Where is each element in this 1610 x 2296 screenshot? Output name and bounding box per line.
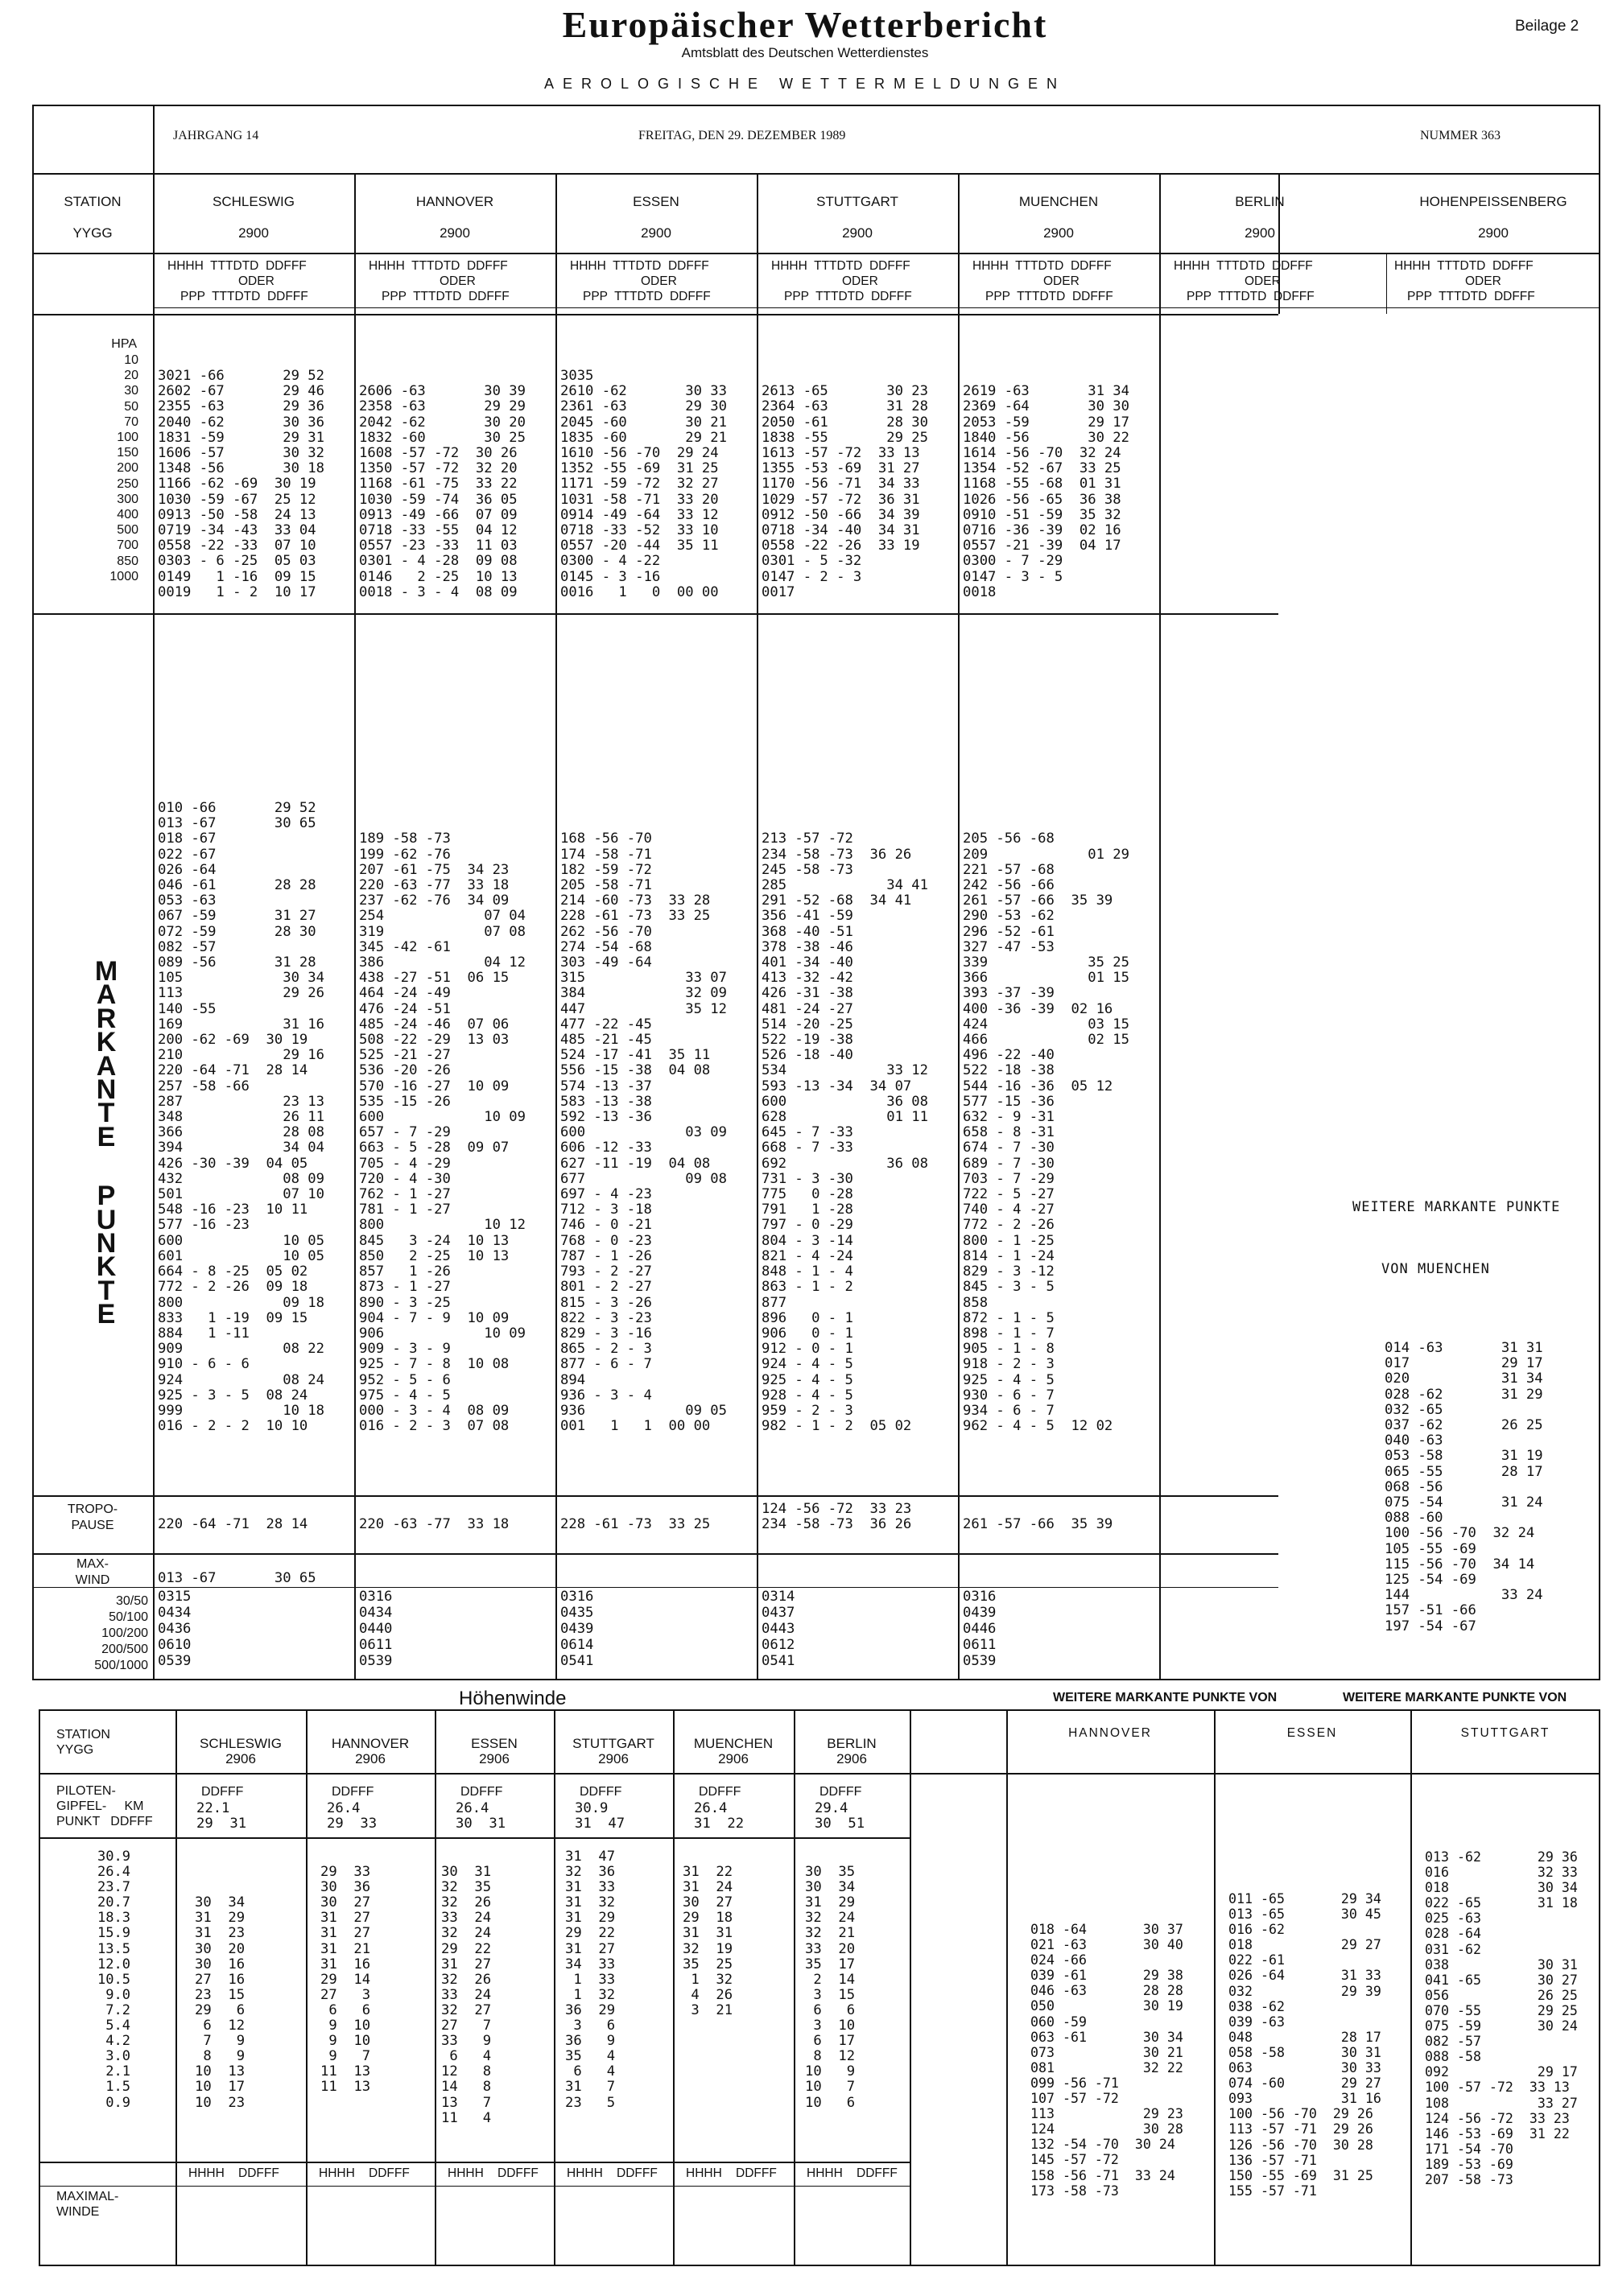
maxwind-column: 0316 0435 0439 0614 0541: [560, 1589, 594, 1669]
vrule-5: [1159, 173, 1161, 1680]
hw-hhhh-ddfff: HHHH DDFFF: [807, 2166, 898, 2180]
maxwind-rows-label: 30/50 50/100 100/200 200/500 500/1000: [94, 1594, 148, 1672]
rule-stdlevels: [32, 613, 1278, 615]
lower-vrule-6: [910, 1709, 911, 2266]
vrule-2: [555, 173, 557, 1680]
station-yygg: 2900: [1478, 225, 1509, 241]
tropo-column: 261 -57 -66 35 39: [963, 1516, 1113, 1533]
vrule-label: [153, 105, 155, 1680]
lower-vrule-7: [1006, 1709, 1008, 2266]
lower-vrule-1: [306, 1709, 308, 2266]
col-head-mid: ODER: [842, 274, 878, 288]
weitere-muenchen-list: 014 -63 31 31 017 29 17 020 31 34 028 -62 31 29 032 -65 037 -62 26 25 040 -63 053 -58 31 19 065 -55 28 17 068 -56 075 -54 31 24 088 -60 100 -56 -70 32 24 105 -55 -69 115 -56 -70 34 14 125 -54 -69 144 33 24 157 -51 -66 197 -54 -67: [1385, 1340, 1543, 1634]
weitere-hannover-list: 018 -64 30 37 021 -63 30 40 024 -66 039 -61 29 38 046 -63 28 28 050 30 19 060 -59 063 -61 30 34 073 30 21 081 32 22 099 -56 -71 107 -57 -72 113 29 23 124 30 28 132 -54 -70 30 24 145 -57 -72 158 -56 -71 33 24 173 -58 -73: [1030, 1922, 1183, 2199]
std-level-column: 3035 2610 -62 30 33 2361 -63 29 30 2045 -60 30 21 1835 -60 29 21 1610 -56 -70 29 24 1352 -55 -69 31 25 1171 -59 -72 32 27 1031 -58 -71 33 20 0914 -49 -64 33 12 0718 -33 -52 33 10 0557 -20 -44 35 11 0300 - 4 -22 0145 - 3 -16 0016 1 0 00 00: [560, 368, 727, 600]
vrule-3: [757, 173, 758, 1680]
hw-gipfel-value: 22.1 29 31: [196, 1800, 247, 1832]
station-name: STUTTGART: [816, 194, 898, 209]
station-yygg: 2900: [238, 225, 269, 241]
piloten-label: PILOTEN- GIPFEL- KM PUNKT DDFFF: [56, 1784, 153, 1828]
hw-wind-column: 30 34 31 29 31 23 30 20 30 16 27 16 23 15 29 6 6 12 7 9 8 9 10 13 10 17 10 23: [195, 1894, 246, 2111]
col-head-top: HHHH TTTDTD DDFFF: [570, 259, 709, 273]
hw-ddfff-label: DDFFF: [332, 1785, 374, 1799]
markant-column: 010 -66 29 52 013 -67 30 65 018 -67 022 -67 026 -64 046 -61 28 28 053 -63 067 -59 31 27 072 -59 28 30 082 -57 089 -56 31 28 105 30 34 113 29 26 140 -55 169 31 16 200 -62 -69 30 19 210 29 16 220 -64 -71 28 14 257 -58 -66 287 23 13 348 26 11 366 28 08 394 34 04 426 -30 -39 04 05 432 08 09 501 07 10 548 -16 -23 10 11 577 -16 -23 600 10 05 601 10 05 664 - 8 -25 05 02 772 - 2 -26 09 18 800 09 18 833 1 -19 09 15 884 1 -11 909 08 22 910 - 6 - 6 924 08 24 925 - 3 - 5 08 24 999 10 18 016 - 2 - 2 10 10: [158, 800, 324, 1435]
station-yygg: 2900: [1043, 225, 1074, 241]
hw-station-yygg: 2906: [718, 1751, 749, 1766]
markant-column: 168 -56 -70 174 -58 -71 182 -59 -72 205 -58 -71 214 -60 -73 33 28 228 -61 -73 33 25 262 -56 -70 274 -54 -68 303 -49 -64 315 33 07 384 32 09 447 35 12 477 -22 -45 485 -21 -45 524 -17 -41 35 11 556 -15 -38 04 08 574 -13 -37 583 -13 -38 592 -13 -36 600 03 09 606 -12 -33 627 -11 -19 04 08 677 09 08 697 - 4 -23 712 - 3 -18 746 - 0 -21 768 - 0 -23 787 - 1 -26 793 - 2 -27 801 - 2 -27 815 - 3 -26 822 - 3 -23 829 - 3 -16 865 - 2 - 3 877 - 6 - 7 894 936 - 3 - 4 936 09 05 001 1 1 00 00: [560, 831, 727, 1435]
std-level-column: 2606 -63 30 39 2358 -63 29 29 2042 -62 30 20 1832 -60 30 25 1608 -57 -72 30 26 1350 -57 -72 32 20 1168 -61 -75 33 22 1030 -59 -74 36 05 0913 -49 -66 07 09 0718 -33 -55 04 12 0557 -23 -33 11 03 0301 - 4 -28 09 08 0146 2 -25 10 13 0018 - 3 - 4 08 09: [359, 383, 526, 600]
lower-vrule-8: [1214, 1709, 1216, 2266]
station-name: BERLIN: [1235, 194, 1285, 209]
col-head-top: HHHH TTTDTD DDFFF: [1174, 259, 1313, 273]
hw-station-name: MUENCHEN: [693, 1736, 774, 1751]
maxwind-column: 0314 0437 0443 0612 0541: [762, 1589, 795, 1669]
col-head-mid: ODER: [440, 274, 476, 288]
hw-station-yygg: 2906: [355, 1751, 386, 1766]
col-head-bot: PPP TTTDTD DDFFF: [784, 290, 912, 303]
hw-station-name: BERLIN: [827, 1736, 877, 1751]
weitere-essen-list: 011 -65 29 34 013 -65 30 45 016 -62 018 29 27 022 -61 026 -64 31 33 032 29 39 038 -62 039 -63 048 28 17 058 -58 30 31 063 30 33 074 -60 29 27 093 31 16 100 -56 -70 29 26 113 -57 -71 29 26 126 -56 -70 30 28 136 -57 -71 150 -55 -69 31 25 155 -57 -71: [1228, 1891, 1381, 2199]
lower-rule-maxhead: [39, 2186, 910, 2187]
hw-station-label: STATION YYGG: [56, 1728, 110, 1757]
issue-date: FREITAG, DEN 29. DEZEMBER 1989: [638, 129, 846, 142]
tropo-column: 124 -56 -72 33 23 234 -58 -73 36 26: [762, 1501, 912, 1533]
hw-hhhh-ddfff: HHHH DDFFF: [188, 2166, 279, 2180]
hpa-label: HPA: [111, 337, 137, 351]
hw-hhhh-ddfff: HHHH DDFFF: [686, 2166, 777, 2180]
station-name: MUENCHEN: [1018, 194, 1099, 209]
hw-wind-column: 31 22 31 24 30 27 29 18 31 31 32 19 35 25 1 32 4 26 3 21: [683, 1864, 733, 2018]
hw-station-yygg: 2906: [225, 1751, 256, 1766]
vrule-7: [1386, 253, 1387, 314]
section-title: AEROLOGISCHE WETTERMELDUNGEN: [543, 76, 1067, 92]
col-head-top: HHHH TTTDTD DDFFF: [167, 259, 307, 273]
page-title: Europäischer Wetterbericht: [562, 4, 1048, 45]
markant-column: 205 -56 -68 209 01 29 221 -57 -68 242 -56 -66 261 -57 -66 35 39 290 -53 -62 296 -52 -61 327 -47 -53 339 35 25 366 01 15 393 -37 -39 400 -36 -39 02 16 424 03 15 466 02 15 496 -22 -40 522 -18 -38 544 -16 -36 05 12 577 -15 -36 632 - 9 -31 658 - 8 -31 674 - 7 -30 689 - 7 -30 703 - 7 -29 722 - 5 -27 740 - 4 -27 772 - 2 -26 800 - 1 -25 814 - 1 -24 829 - 3 -12 845 - 3 - 5 858 872 - 1 - 5 898 - 1 - 7 905 - 1 - 8 918 - 2 - 3 925 - 4 - 5 930 - 6 - 7 934 - 6 - 7 962 - 4 - 5 12 02: [963, 831, 1129, 1435]
markant-label: M A R K A N T E P U N K T E: [94, 956, 118, 1330]
hw-station-name: HANNOVER: [331, 1736, 410, 1751]
col-head-mid: ODER: [238, 274, 275, 288]
station-name: SCHLESWIG: [212, 194, 295, 209]
col-head-mid: ODER: [1043, 274, 1080, 288]
rule-colhead-2: [32, 314, 1278, 315]
col-head-bot: PPP TTTDTD DDFFF: [180, 290, 308, 303]
hw-wind-column: 30 31 32 35 32 26 33 24 32 24 29 22 31 27 32 26 33 24 32 27 27 7 33 9 6 4 12 8 14 8 13 7 11 4: [441, 1864, 492, 2126]
weitere-von: VON MUENCHEN: [1381, 1261, 1490, 1277]
tropo-label: TROPO- PAUSE: [67, 1502, 118, 1532]
maxwind-column: 0316 0434 0440 0611 0539: [359, 1589, 393, 1669]
maxwind-column: 0315 0434 0436 0610 0539: [158, 1589, 192, 1669]
hw-gipfel-value: 30.9 31 47: [575, 1800, 625, 1832]
hw-station-name: STUTTGART: [572, 1736, 654, 1751]
hw-gipfel-value: 29.4 30 51: [815, 1800, 865, 1832]
maxwind-column: 0316 0439 0446 0611 0539: [963, 1589, 997, 1669]
lower-vrule-0: [175, 1709, 177, 2266]
weitere-header-1: WEITERE MARKANTE PUNKTE VON: [1053, 1691, 1278, 1704]
hw-ddfff-label: DDFFF: [819, 1785, 862, 1799]
lower-vrule-3: [554, 1709, 555, 2266]
km-levels: 30.9 26.4 23.7 20.7 18.3 15.9 13.5 12.0 10.5 9.0 7.2 5.4 4.2 3.0 2.1 1.5 0.9: [97, 1849, 130, 2111]
col-head-bot: PPP TTTDTD DDFFF: [1187, 290, 1315, 303]
maxwind-label: MAX- WIND: [75, 1557, 110, 1587]
lower-vrule-9: [1410, 1709, 1412, 2266]
markant-column: 213 -57 -72 234 -58 -73 36 26 245 -58 -73 285 34 41 291 -52 -68 34 41 356 -41 -59 368 -40 -51 378 -38 -46 401 -34 -40 413 -32 -42 426 -31 -38 481 -24 -27 514 -20 -25 522 -19 -38 526 -18 -40 534 33 12 593 -13 -34 34 07 600 36 08 628 01 11 645 - 7 -33 668 - 7 -33 692 36 08 731 - 3 -30 775 0 -28 791 1 -28 797 - 0 -29 804 - 3 -14 821 - 4 -24 848 - 1 - 4 863 - 1 - 2 877 896 0 - 1 906 0 - 1 912 - 0 - 1 924 - 4 - 5 925 - 4 - 5 928 - 4 - 5 959 - 2 - 3 982 - 1 - 2 05 02: [762, 831, 928, 1435]
col-head-top: HHHH TTTDTD DDFFF: [771, 259, 910, 273]
rule-jahrgang: [32, 173, 1600, 175]
hw-wind-column: 31 47 32 36 31 33 31 32 31 29 29 22 31 27 34 33 1 33 1 32 36 29 3 6 36 9 35 4 6 4 31 7 23 5: [565, 1849, 616, 2111]
rule-maxwind: [32, 1587, 1278, 1588]
hw-station-yygg: 2906: [836, 1751, 867, 1766]
beilage-label: Beilage 2: [1515, 18, 1579, 35]
lower-vrule-5: [794, 1709, 795, 2266]
vrule-4: [958, 173, 960, 1680]
station-name: HOHENPEISSENBERG: [1419, 194, 1567, 209]
hw-station-yygg: 2906: [598, 1751, 629, 1766]
lower-rule-gipfel: [39, 1837, 910, 1839]
lower-vrule-4: [673, 1709, 675, 2266]
rule-markant: [32, 1495, 1278, 1497]
hw-gipfel-value: 26.4 30 31: [456, 1800, 506, 1832]
issue-number: NUMMER 363: [1420, 129, 1501, 142]
hw-gipfel-value: 26.4 29 33: [327, 1800, 378, 1832]
jahrgang: JAHRGANG 14: [173, 129, 259, 142]
col-head-bot: PPP TTTDTD DDFFF: [985, 290, 1113, 303]
tropo-column: 228 -61 -73 33 25: [560, 1516, 711, 1533]
hw-ddfff-label: DDFFF: [580, 1785, 622, 1799]
hw-ddfff-label: DDFFF: [460, 1785, 503, 1799]
station-name: ESSEN: [633, 194, 679, 209]
col-head-top: HHHH TTTDTD DDFFF: [972, 259, 1112, 273]
weitere-stuttgart-list: 013 -62 29 36 016 32 33 018 30 34 022 -65 31 18 025 -63 028 -64 031 -62 038 30 31 041 -65 30 27 056 26 25 070 -55 29 25 075 -59 30 24 082 -57 088 -58 092 29 17 100 -57 -72 33 13 108 33 27 124 -56 -72 33 23 146 -53 -69 31 22 171 -54 -70 189 -53 -69 207 -58 -73: [1425, 1849, 1578, 2187]
subtitle: Amtsblatt des Deutschen Wetterdienstes: [681, 45, 929, 60]
col-head-mid: ODER: [1245, 274, 1281, 288]
std-level-column: 2613 -65 30 23 2364 -63 31 28 2050 -61 28 30 1838 -55 29 25 1613 -57 -72 33 13 1355 -53 -69 31 27 1170 -56 -71 34 33 1029 -57 -72 36 31 0912 -50 -66 34 39 0718 -34 -40 34 31 0558 -22 -26 33 19 0301 - 5 -32 0147 - 2 - 3 0017: [762, 383, 928, 600]
hw-hhhh-ddfff: HHHH DDFFF: [448, 2166, 539, 2180]
lower-vrule-2: [435, 1709, 436, 2266]
hw-hhhh-ddfff: HHHH DDFFF: [567, 2166, 658, 2180]
tropo-column: 220 -64 -71 28 14: [158, 1516, 308, 1533]
yygg-label: YYGG: [72, 225, 113, 241]
hw-wind-column: 29 33 30 36 30 27 31 27 31 27 31 21 31 16 29 14 27 3 6 6 9 10 9 10 9 7 11 13 11 13: [320, 1864, 371, 2096]
std-level-column: 2619 -63 31 34 2369 -64 30 30 2053 -59 29 17 1840 -56 30 22 1614 -56 -70 32 24 1354 -52 -67 33 25 1168 -55 -68 01 31 1026 -56 -65 36 38 0910 -51 -59 35 32 0716 -36 -39 02 16 0557 -21 -39 04 17 0300 - 7 -29 0147 - 3 - 5 0018: [963, 383, 1129, 600]
hw-hhhh-ddfff: HHHH DDFFF: [319, 2166, 410, 2180]
vrule-1: [354, 173, 356, 1680]
hw-station-name: ESSEN: [471, 1736, 518, 1751]
tropo-column: 220 -63 -77 33 18: [359, 1516, 510, 1533]
lower-rule-levels: [39, 2162, 910, 2163]
station-name: HANNOVER: [415, 194, 494, 209]
std-level-column: 3021 -66 29 52 2602 -67 29 46 2355 -63 29 36 2040 -62 30 36 1831 -59 29 31 1606 -57 30 32 1348 -56 30 18 1166 -62 -69 30 19 1030 -59 -67 25 12 0913 -50 -58 24 13 0719 -34 -43 33 04 0558 -22 -33 07 10 0303 - 6 -25 05 03 0149 1 -16 09 15 0019 1 - 2 10 17: [158, 368, 324, 600]
maxwind-top: 013 -67 30 65: [158, 1570, 316, 1586]
rule-tropo: [32, 1553, 1278, 1555]
weitere-title: WEITERE MARKANTE PUNKTE: [1352, 1199, 1561, 1215]
hw-ddfff-label: DDFFF: [699, 1785, 741, 1799]
hpa-levels: 10 20 30 50 70 100 150 200 250 300 400 500 700 850 1000: [109, 353, 138, 583]
hw-weitere-station: HANNOVER: [1068, 1726, 1152, 1740]
col-head-top: HHHH TTTDTD DDFFF: [369, 259, 508, 273]
col-head-bot: PPP TTTDTD DDFFF: [1407, 290, 1535, 303]
hw-weitere-station: STUTTGART: [1460, 1726, 1550, 1740]
hw-station-yygg: 2906: [479, 1751, 510, 1766]
hw-weitere-station: ESSEN: [1286, 1726, 1338, 1740]
col-head-bot: PPP TTTDTD DDFFF: [382, 290, 510, 303]
hoehenwinde-title: Höhenwinde: [459, 1688, 567, 1709]
col-head-top: HHHH TTTDTD DDFFF: [1394, 259, 1534, 273]
col-head-bot: PPP TTTDTD DDFFF: [583, 290, 711, 303]
rule-station: [32, 253, 1600, 254]
col-head-mid: ODER: [1465, 274, 1501, 288]
weitere-header-2: WEITERE MARKANTE PUNKTE VON: [1343, 1691, 1567, 1704]
maximal-label: MAXIMAL- WINDE: [56, 2190, 119, 2219]
hw-station-name: SCHLESWIG: [199, 1736, 283, 1751]
lower-rule-station: [39, 1773, 1600, 1775]
station-yygg: 2900: [641, 225, 671, 241]
station-yygg: 2900: [1245, 225, 1275, 241]
station-yygg: 2900: [440, 225, 470, 241]
col-head-mid: ODER: [641, 274, 677, 288]
markant-column: 189 -58 -73 199 -62 -76 207 -61 -75 34 23 220 -63 -77 33 18 237 -62 -76 34 09 254 07 04 319 07 08 345 -42 -61 386 04 12 438 -27 -51 06 15 464 -24 -49 476 -24 -51 485 -24 -46 07 06 508 -22 -29 13 03 525 -21 -27 536 -20 -26 570 -16 -27 10 09 535 -15 -26 600 10 09 657 - 7 -29 663 - 5 -28 09 07 705 - 4 -29 720 - 4 -30 762 - 1 -27 781 - 1 -27 800 10 12 845 3 -24 10 13 850 2 -25 10 13 857 1 -26 873 - 1 -27 890 - 3 -25 904 - 7 - 9 10 09 906 10 09 909 - 3 - 9 925 - 7 - 8 10 08 952 - 5 - 6 975 - 4 - 5 000 - 3 - 4 08 09 016 - 2 - 3 07 08: [359, 831, 526, 1435]
station-label: STATION: [64, 194, 122, 209]
rule-colhead: [153, 307, 1600, 308]
hw-wind-column: 30 35 30 34 31 29 32 24 32 21 33 20 35 17 2 14 3 15 6 6 3 10 6 17 8 12 10 9 10 7 10 6: [805, 1864, 856, 2111]
hw-ddfff-label: DDFFF: [201, 1785, 244, 1799]
hw-gipfel-value: 26.4 31 22: [694, 1800, 745, 1832]
station-yygg: 2900: [842, 225, 873, 241]
